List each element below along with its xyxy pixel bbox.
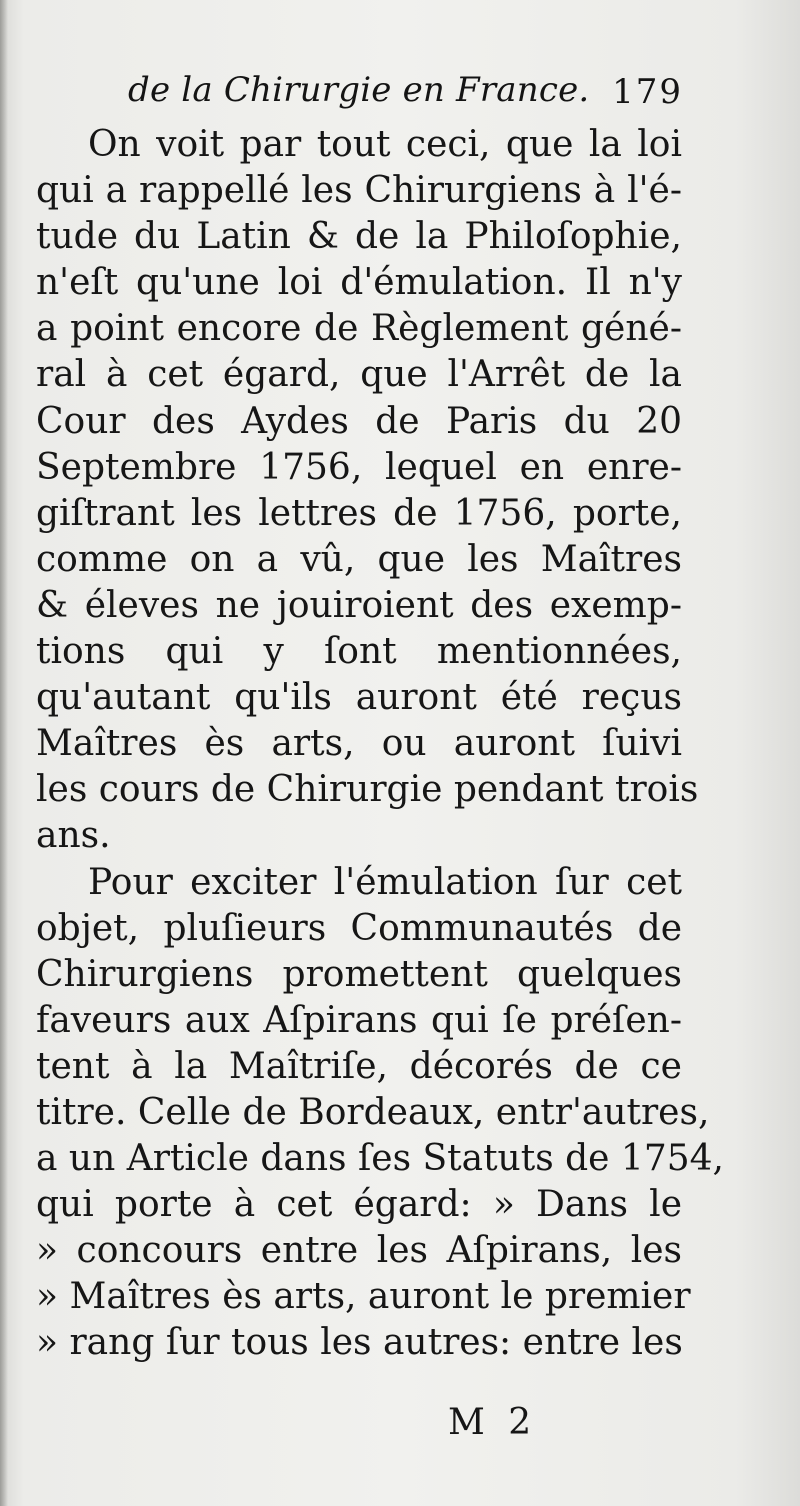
text-line: Pour exciter l'émulation ſur cet xyxy=(88,861,682,903)
text-line: titre. Celle de Bordeaux, entr'autres, xyxy=(36,1091,710,1133)
text-line: objet, pluſieurs Communautés de xyxy=(36,907,682,949)
running-head xyxy=(128,68,683,120)
text-line: tude du Latin & de la Philoſophie, xyxy=(36,216,682,258)
text-line: » Maîtres ès arts, auront le premier xyxy=(36,1276,691,1318)
text-line: giſtrant les lettres de 1756, porte, xyxy=(36,492,682,534)
text-line: ral à cet égard, que l'Arrêt de la xyxy=(36,354,682,396)
text-line: & éleves ne jouiroient des exemp- xyxy=(36,584,682,626)
text-line: tions qui y ſont mentionnées, xyxy=(36,631,682,673)
text-line: Chirurgiens promettent quelques xyxy=(36,953,682,995)
text-line: » concours entre les Aſpirans, les xyxy=(36,1230,682,1272)
text-line: les cours de Chirurgie pendant trois xyxy=(36,769,699,811)
text-line: faveurs aux Aſpirans qui ſe préſen- xyxy=(36,999,682,1041)
text-line: tent à la Maîtriſe, décorés de ce xyxy=(36,1045,682,1087)
text-line: » rang ſur tous les autres: entre les xyxy=(36,1322,683,1364)
text-line: a un Article dans ſes Statuts de 1754, xyxy=(36,1138,724,1180)
text-line: qui a rappellé les Chirurgiens à l'é- xyxy=(36,170,682,212)
page-number: 179 xyxy=(612,72,683,112)
text-line: Cour des Aydes de Paris du 20 xyxy=(36,400,682,442)
body-text xyxy=(36,122,724,1367)
page-gutter-shadow xyxy=(0,0,8,1506)
text-line: qu'autant qu'ils auront été reçus xyxy=(36,677,682,719)
text-line: a point encore de Règlement géné- xyxy=(36,308,682,350)
text-line: Maîtres ès arts, ou auront ſuivi xyxy=(36,723,682,765)
text-line: Septembre 1756, lequel en enre- xyxy=(36,446,682,488)
running-head-title: de la Chirurgie en France. xyxy=(128,70,590,110)
text-line: ans. xyxy=(36,815,111,857)
text-line: On voit par tout ceci, que la loi xyxy=(88,124,682,165)
text-line: qui porte à cet égard: » Dans le xyxy=(36,1184,682,1226)
signature-mark: M 2 xyxy=(448,1402,538,1443)
text-line: comme on a vû, que les Maîtres xyxy=(36,538,682,580)
text-line: n'eſt qu'une loi d'émulation. Il n'y xyxy=(36,262,682,304)
